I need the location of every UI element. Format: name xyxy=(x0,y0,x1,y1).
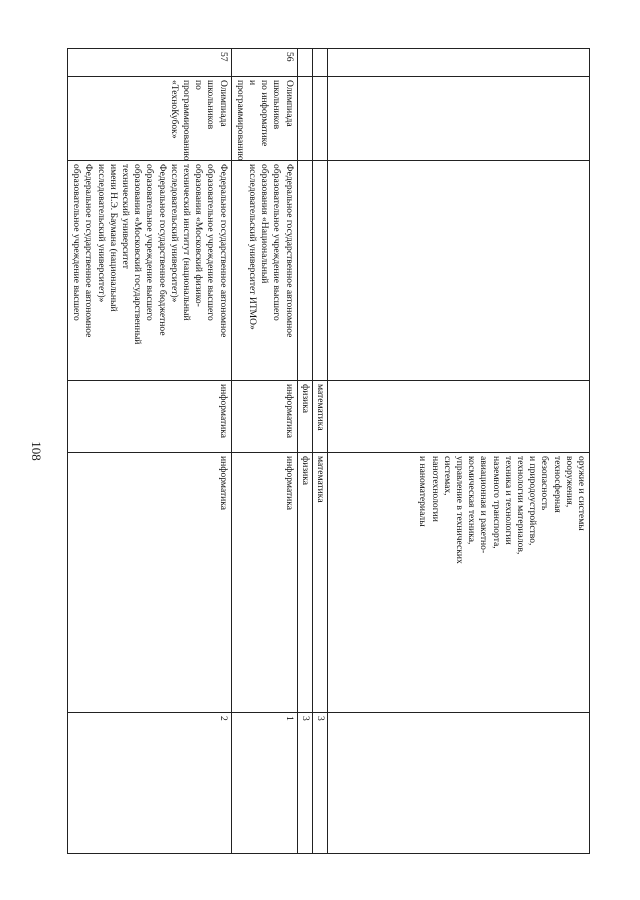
table-row-sub-math xyxy=(312,49,327,854)
table-row xyxy=(231,49,297,854)
sub-physics-organizers-cell xyxy=(297,161,312,381)
organizers: Федеральное государственное автономное образовательное учреждение высшего образования «Национальный исследовательский университет ИТМО» xyxy=(231,161,297,381)
level: 2 xyxy=(67,713,231,854)
sub-physics-subject-cell: физика xyxy=(297,381,312,453)
organizers: Федеральное государственное автономное образовательное учреждение высшего образования «Московский физико- технический институт (национальный исследовательский университет)» Федеральное государственное бюджетное образовательное учреждение высшего образования «Московский государственный технический университет имени Н.Э. Баумана (национальный исследовательский университет)» Федеральное государственное автономное образовательное учреждение высшего xyxy=(67,161,231,381)
page-number: 108 xyxy=(28,441,44,461)
olympiad-name: Олимпиада школьников по информатике и программированию xyxy=(231,77,297,161)
sub-physics-profile-cell: физика xyxy=(297,453,312,713)
continuation-number-cell xyxy=(328,49,590,77)
profile: информатика xyxy=(67,453,231,713)
sub-math-number-cell xyxy=(312,49,327,77)
continuation-organizers-cell xyxy=(328,161,590,381)
row-number: 57 xyxy=(67,49,231,77)
sub-math-level-cell: 3 xyxy=(312,713,327,854)
continuation-subject-cell xyxy=(328,381,590,453)
table-row xyxy=(67,49,231,854)
continuation-name-cell xyxy=(328,77,590,161)
sub-math-name-cell xyxy=(312,77,327,161)
subject: информатика xyxy=(67,381,231,453)
subject: информатика xyxy=(231,381,297,453)
row-number: 56 xyxy=(231,49,297,77)
sub-physics-number-cell xyxy=(297,49,312,77)
level: 1 xyxy=(231,713,297,854)
table-row-sub-physics xyxy=(297,49,312,854)
sub-math-profile-cell: математика xyxy=(312,453,327,713)
sub-math-subject-cell: математика xyxy=(312,381,327,453)
sub-math-organizers-cell xyxy=(312,161,327,381)
sub-physics-name-cell xyxy=(297,77,312,161)
sub-physics-level-cell: 3 xyxy=(297,713,312,854)
olympiad-name: Олимпиада школьников по программированию «ТехноКубок» xyxy=(67,77,231,161)
olympiad-table xyxy=(67,48,590,854)
rotated-table-viewport xyxy=(71,48,590,853)
continuation-level-cell xyxy=(328,713,590,854)
continuation-directions-cell: оружие и системы вооружения, техносферная безопасность и природоустройство, технологии материалов, техника и технологии наземного транспорта, авиационная и ракетно- космическая техника, управление в технических системах, нанотехнологии и наноматериалы xyxy=(328,453,590,713)
table-row-continuation xyxy=(328,49,590,854)
rotated-table-content xyxy=(71,48,590,853)
profile: информатика xyxy=(231,453,297,713)
